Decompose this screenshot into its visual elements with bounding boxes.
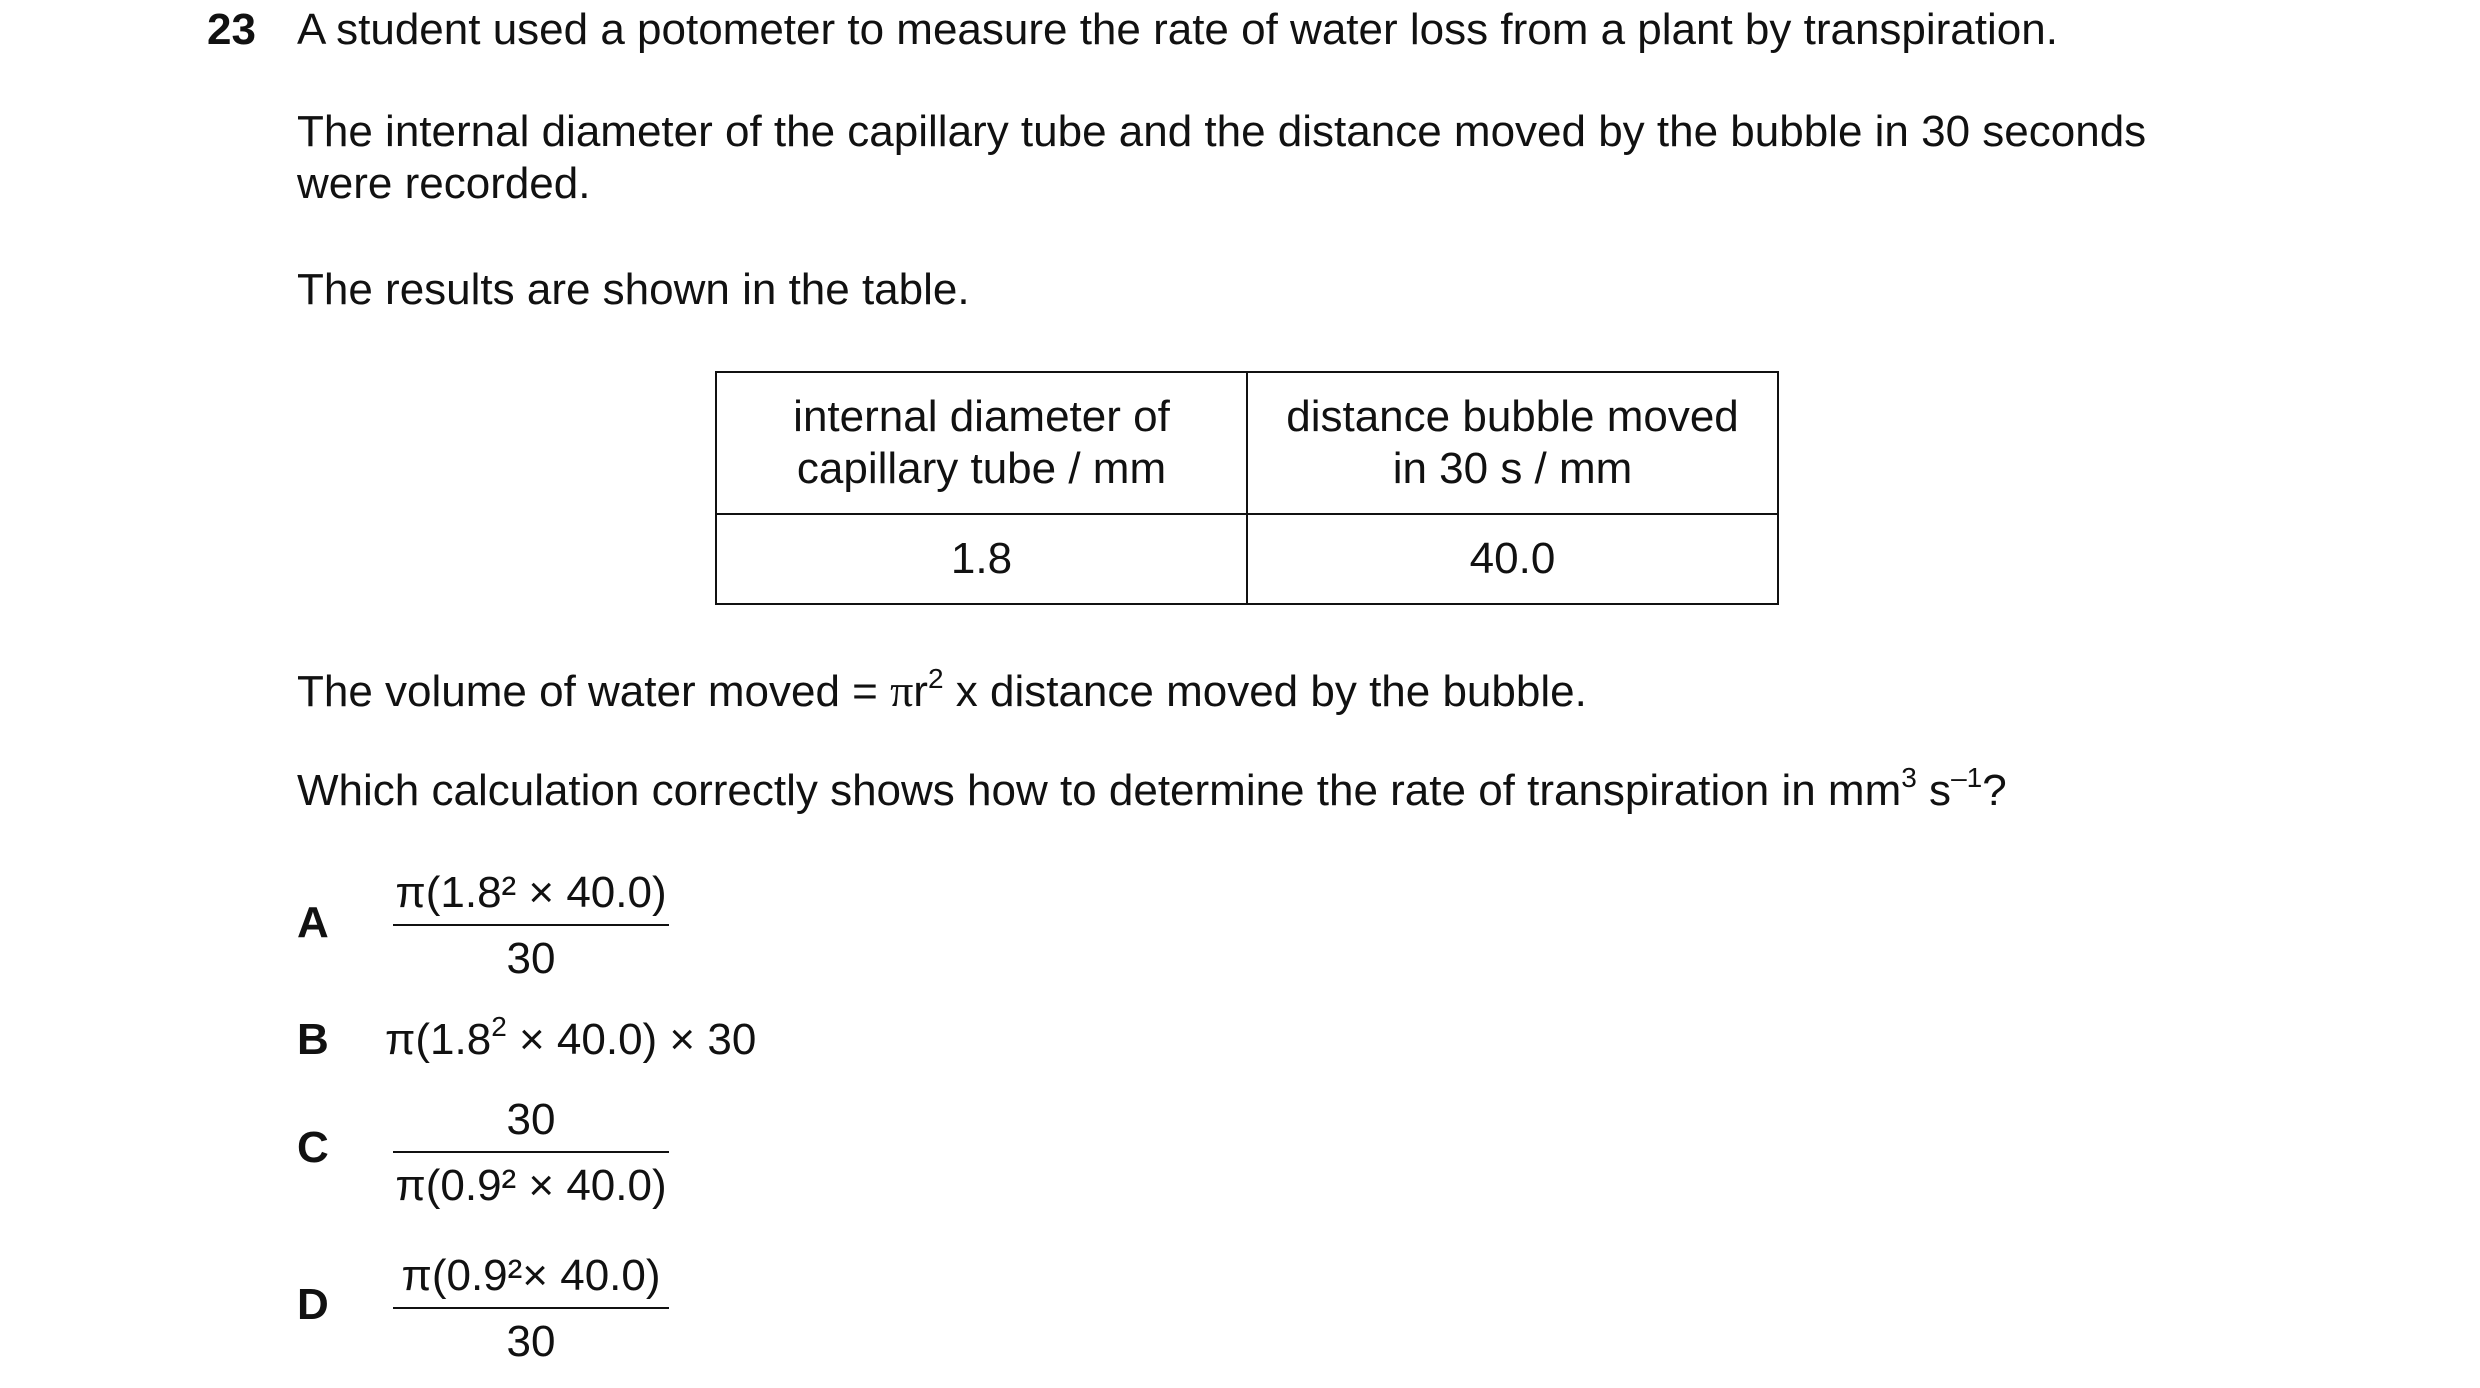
option-d-fraction[interactable] xyxy=(393,1249,669,1369)
pi-symbol: π xyxy=(890,665,914,716)
option-d-letter[interactable]: D xyxy=(297,1280,329,1329)
option-a-fraction[interactable] xyxy=(393,866,669,986)
expression-part: × 40.0) × 30 xyxy=(506,1015,757,1064)
table-cell-distance: 40.0 xyxy=(1247,514,1778,604)
header-line: in 30 s / mm xyxy=(1392,444,1633,493)
header-line: distance bubble moved xyxy=(1286,392,1739,441)
option-b-letter[interactable]: B xyxy=(297,1015,329,1064)
fraction-numerator: π(1.8² × 40.0) xyxy=(395,868,667,917)
radius-symbol: r xyxy=(913,667,928,716)
fraction-bar xyxy=(393,1151,669,1153)
volume-sentence xyxy=(297,665,1587,718)
fraction-denominator: π(0.9² × 40.0) xyxy=(395,1161,667,1210)
results-sentence: The results are shown in the table. xyxy=(297,265,970,314)
volume-prefix: The volume of water moved = xyxy=(297,667,891,716)
table-row xyxy=(716,514,1778,604)
exponent: –1 xyxy=(1951,762,1983,794)
fraction-numerator: π(0.9²× 40.0) xyxy=(401,1251,661,1300)
option-c-letter[interactable]: C xyxy=(297,1123,329,1172)
fraction-numerator: 30 xyxy=(506,1095,556,1144)
volume-suffix: x distance moved by the bubble. xyxy=(943,667,1587,716)
unit-seconds: s xyxy=(1916,766,1952,815)
exponent: 2 xyxy=(927,663,944,695)
fraction-bar xyxy=(393,924,669,926)
which-suffix: ? xyxy=(1982,766,2007,815)
fraction-denominator: 30 xyxy=(506,934,556,983)
table-header-row xyxy=(716,372,1778,514)
question-paragraph-line2: were recorded. xyxy=(297,159,591,208)
table-header-diameter xyxy=(716,372,1247,514)
question-paragraph-line1: The internal diameter of the capillary tube and the distance moved by the bubble in 30 seconds xyxy=(297,107,2147,156)
header-line: capillary tube / mm xyxy=(796,444,1167,493)
results-table xyxy=(715,371,1779,605)
exponent: 3 xyxy=(1901,762,1917,794)
option-a-letter[interactable]: A xyxy=(297,898,329,947)
fraction-denominator: 30 xyxy=(506,1317,556,1366)
exponent: 2 xyxy=(491,1011,507,1043)
table-header-distance xyxy=(1247,372,1778,514)
fraction-bar xyxy=(393,1307,669,1309)
question-number: 23 xyxy=(207,5,256,54)
which-prefix: Which calculation correctly shows how to determine the rate of transpiration in mm xyxy=(297,766,1902,815)
option-c-fraction[interactable] xyxy=(393,1093,669,1213)
table-cell-diameter: 1.8 xyxy=(716,514,1247,604)
option-b-expression[interactable] xyxy=(385,1011,757,1066)
question-intro: A student used a potometer to measure the rate of water loss from a plant by transpiration. xyxy=(297,5,2058,54)
header-line: internal diameter of xyxy=(793,392,1170,441)
which-question xyxy=(297,762,2007,817)
expression-part: π(1.8 xyxy=(385,1015,492,1064)
